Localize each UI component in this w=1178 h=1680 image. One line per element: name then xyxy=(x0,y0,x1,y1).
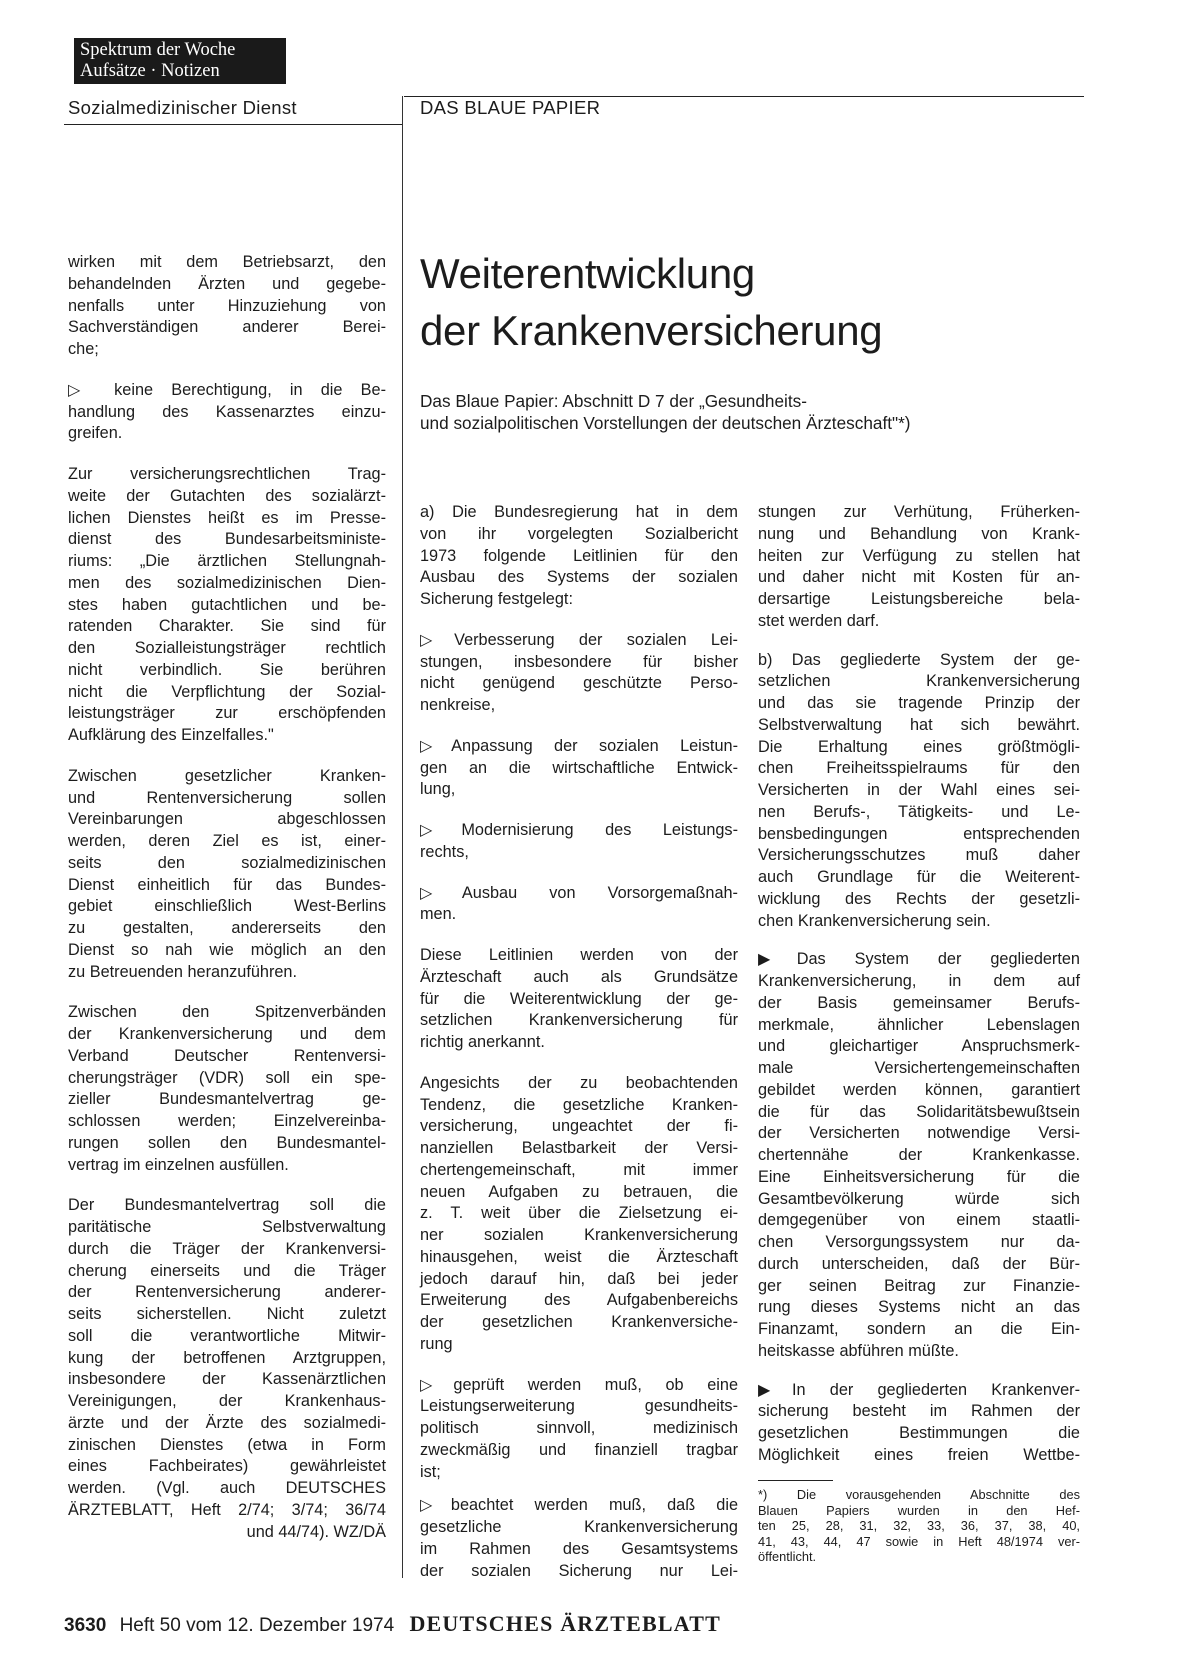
text-line: Vereinbarungen abgeschlossen xyxy=(68,810,386,829)
journal-name: DEUTSCHES ÄRZTEBLATT xyxy=(409,1611,721,1636)
text-line: men. xyxy=(420,905,457,924)
text-column-3 xyxy=(758,502,1080,1486)
article-title xyxy=(420,245,882,359)
text-line: cherungsträger (VDR) soll ein spe- xyxy=(68,1068,386,1087)
article-subtitle xyxy=(420,390,1020,434)
text-line: greifen. xyxy=(68,424,123,443)
text-line: durch die Träger der Krankenversi- xyxy=(68,1239,386,1258)
text-line: stungen zur Verhütung, Früherken- xyxy=(758,503,1080,521)
text-line: wicklung des Rechts der gesetzli- xyxy=(758,889,1080,908)
text-line: gen an die wirtschaftliche Entwick- xyxy=(420,758,738,777)
text-line: Zur versicherungsrechtlichen Trag- xyxy=(68,465,386,483)
text-line: gesetzliche Krankenversicherung xyxy=(420,1518,738,1536)
text-line: eines Fachbeirates) gewährleistet xyxy=(68,1457,386,1476)
page-number: 3630 xyxy=(64,1615,107,1636)
paragraph xyxy=(420,736,738,801)
issue-info: Heft 50 vom 12. Dezember 1974 xyxy=(119,1615,395,1636)
text-line: 1973 folgende Leitlinien für den xyxy=(420,546,738,565)
text-line: handlung des Kassenarztes einzu- xyxy=(68,402,386,421)
text-line: hinausgehen, weist die Ärzteschaft xyxy=(420,1247,738,1266)
text-line: nanziellen Belastbarkeit der Versi- xyxy=(420,1139,738,1157)
text-line: Dienst einheitlich für das Bundes- xyxy=(68,875,386,894)
text-line: Das System der gegliederten xyxy=(796,950,1080,969)
paragraph xyxy=(420,1495,738,1582)
paragraph xyxy=(758,949,1080,1362)
text-line: für die Weiterentwicklung der ge- xyxy=(420,989,738,1008)
text-line: rechts, xyxy=(420,842,469,861)
text-line: paritätische Selbstverwaltung xyxy=(68,1218,386,1236)
text-line: Leistungserweiterung gesundheits- xyxy=(420,1397,738,1416)
text-line: und daher nicht mit Kosten für an- xyxy=(758,568,1080,587)
text-line: nen Berufs-, Tätigkeits- und Le- xyxy=(758,802,1080,821)
text-column-1 xyxy=(68,252,386,1562)
text-line: politisch sinnvoll, medizinisch xyxy=(420,1419,738,1437)
text-line: Die Erhaltung eines größtmögli- xyxy=(758,737,1080,756)
text-line: Sicherung festgelegt: xyxy=(420,590,573,608)
text-line: z. T. weit über die Zielsetzung ei- xyxy=(420,1204,738,1223)
footnote-line: *) Die vorausgehenden Abschnitte des xyxy=(758,1487,1080,1502)
text-line: gebildet werden können, garantiert xyxy=(758,1080,1080,1099)
text-line: soll die verantwortliche Mitwir- xyxy=(68,1326,386,1345)
text-line: zinischen Dienstes (etwa in Form xyxy=(68,1435,386,1454)
text-line: merkmale, ähnlicher Lebenslagen xyxy=(758,1015,1080,1034)
text-line: dersartige Leistungsbereiche bela- xyxy=(758,590,1080,608)
text-line: Tendenz, die gesetzliche Kranken- xyxy=(420,1095,738,1114)
subtitle-line-1: Das Blaue Papier: Abschnitt D 7 der „Gesundheits- xyxy=(420,391,807,411)
outline-triangle-icon: ▷ xyxy=(420,1376,452,1394)
text-line: In der gegliederten Krankenver- xyxy=(791,1380,1080,1399)
text-line: Ärzteschaft auch als Grundsätze xyxy=(420,967,738,986)
header-rule-left xyxy=(64,124,402,125)
text-line: wirken mit dem Betriebsarzt, den xyxy=(68,253,386,271)
paragraph xyxy=(68,464,386,747)
footnote-line: öffentlicht. xyxy=(758,1549,817,1564)
text-line: stet werden darf. xyxy=(758,611,880,630)
text-line: und Rentenversicherung sollen xyxy=(68,788,386,807)
paragraph xyxy=(68,1002,386,1176)
text-line: chertennähe der Krankenkasse. xyxy=(758,1146,1080,1164)
text-line: ist; xyxy=(420,1462,441,1481)
outline-triangle-icon: ▷ xyxy=(68,381,94,399)
footnote-line: ten 25, 28, 31, 32, 33, 36, 37, 38, 40, xyxy=(758,1518,1080,1533)
text-line: lichen Dienstes heißt es im Presse- xyxy=(68,508,386,527)
text-line: Gesamtbevölkerung würde sich xyxy=(758,1189,1080,1208)
text-line: insbesondere der Kassenärztlichen xyxy=(68,1370,386,1389)
text-line: chen Freiheitsspielraums für den xyxy=(758,759,1080,778)
text-line: Sachverständigen anderer Berei- xyxy=(68,318,386,337)
paragraph xyxy=(420,1375,738,1484)
text-line: seits den sozialmedizinischen xyxy=(68,853,386,872)
paragraph xyxy=(758,1380,1080,1467)
text-line: riums: „Die ärztlichen Stellungnah- xyxy=(68,552,386,570)
text-line: Modernisierung des Leistungs- xyxy=(461,821,738,839)
text-line: der Krankenversicherung und dem xyxy=(68,1025,386,1043)
text-line: werden. (Vgl. auch DEUTSCHES xyxy=(68,1479,386,1497)
text-line: richtig anerkannt. xyxy=(420,1033,545,1051)
text-line: Der Bundesmantelvertrag soll die xyxy=(68,1196,386,1215)
text-line: Versicherungsschutzes muß daher xyxy=(758,846,1080,865)
text-line: men des sozialmedizinischen Dien- xyxy=(68,573,386,592)
outline-triangle-icon: ▷ xyxy=(420,737,450,755)
text-line: und 44/74). WZ/DÄ xyxy=(246,1522,386,1541)
text-line: rung xyxy=(420,1334,453,1353)
text-line: von ihr vorgelegten Sozialbericht xyxy=(420,524,738,543)
text-line: der Versicherten notwendige Versi- xyxy=(758,1124,1080,1143)
text-line: Eine Einheitsversicherung für die xyxy=(758,1167,1080,1186)
text-line: chen Versorgungssystem nur da- xyxy=(758,1233,1080,1251)
text-line: geprüft werden muß, ob eine xyxy=(453,1375,738,1394)
text-line: Finanzamt, sondern an die Ein- xyxy=(758,1320,1080,1338)
header-rule-right xyxy=(404,96,1084,97)
text-line: cherung einerseits und die Träger xyxy=(68,1261,386,1280)
paragraph xyxy=(758,650,1080,933)
text-line: der Rentenversicherung anderer- xyxy=(68,1283,386,1302)
text-line: ger seinen Beitrag zur Finanzie- xyxy=(758,1276,1080,1295)
text-line: Ausbau von Vorsorgemaßnah- xyxy=(461,883,738,902)
text-line: nung und Behandlung von Krank- xyxy=(758,524,1080,543)
paragraph xyxy=(68,380,386,445)
text-line: nicht genügend geschützte Perso- xyxy=(420,674,738,693)
text-line: gesetzlichen Bestimmungen die xyxy=(758,1424,1080,1442)
badge-line-1: Spektrum der Woche xyxy=(80,40,236,60)
footnote-rule xyxy=(758,1480,833,1481)
text-line: Ausbau des Systems der sozialen xyxy=(420,568,738,587)
paragraph xyxy=(420,945,738,1054)
paragraph xyxy=(420,502,738,611)
filled-triangle-icon: ▶ xyxy=(758,951,795,969)
paragraph xyxy=(420,1073,738,1356)
paragraph xyxy=(420,820,738,864)
header-right-label: DAS BLAUE PAPIER xyxy=(420,97,601,118)
footnote-line: Blauen Papiers wurden in den Hef- xyxy=(758,1502,1080,1518)
paragraph xyxy=(758,502,1080,633)
text-line: und gleichartiger Anspruchsmerk- xyxy=(758,1037,1080,1056)
text-line: seits sicherstellen. Nicht zuletzt xyxy=(68,1305,386,1323)
page-footer xyxy=(64,1611,721,1637)
text-line: vertrag im einzelnen ausfüllen. xyxy=(68,1155,289,1174)
text-line: kung der betroffenen Arztgruppen, xyxy=(68,1348,386,1367)
text-line: che; xyxy=(68,340,99,358)
title-line-2: der Krankenversicherung xyxy=(420,307,883,354)
section-badge xyxy=(74,38,286,84)
text-line: zweckmäßig und finanziell tragbar xyxy=(420,1440,738,1459)
footnote xyxy=(758,1487,1080,1565)
outline-triangle-icon: ▷ xyxy=(420,1497,449,1515)
text-line: Angesichts der zu beobachtenden xyxy=(420,1073,738,1092)
text-line: Zwischen gesetzlicher Kranken- xyxy=(68,766,386,785)
text-line: chertengemeinschaft, mit immer xyxy=(420,1160,738,1179)
text-line: der gesetzlichen Krankenversiche- xyxy=(420,1313,738,1331)
text-line: die für das Solidaritätsbewußtsein xyxy=(758,1102,1080,1121)
paragraph xyxy=(68,252,386,361)
text-line: zu Betreuenden heranzuführen. xyxy=(68,962,298,981)
text-line: den Sozialleistungsträger rechtlich xyxy=(68,639,386,657)
header-left-label: Sozialmedizinischer Dienst xyxy=(68,97,297,118)
text-line: schlossen werden; Einzelvereinba- xyxy=(68,1112,386,1130)
text-line: setzlichen Krankenversicherung xyxy=(758,672,1080,691)
text-line: Zwischen den Spitzenverbänden xyxy=(68,1003,386,1022)
text-line: Krankenversicherung, in dem auf xyxy=(758,972,1080,990)
text-line: der Basis gemeinsamer Berufs- xyxy=(758,993,1080,1012)
text-line: neuen Aufgaben zu betrauen, die xyxy=(420,1182,738,1201)
text-line: setzlichen Krankenversicherung für xyxy=(420,1011,738,1030)
text-line: ratenden Charakter. Sie sind für xyxy=(68,617,386,636)
subtitle-line-2: und sozialpolitischen Vorstellungen der deutschen Ärzteschaft"*) xyxy=(420,413,911,433)
text-line: Vereinigungen, der Krankenhaus- xyxy=(68,1392,386,1410)
text-line: chen Krankenversicherung sein. xyxy=(758,911,991,930)
badge-line-2: Aufsätze · Notizen xyxy=(80,61,220,81)
text-line: Verband Deutscher Rentenversi- xyxy=(68,1046,386,1065)
text-line: behandelnden Ärzten und gegebe- xyxy=(68,274,386,293)
outline-triangle-icon: ▷ xyxy=(420,884,460,902)
text-line: heitskasse abführen müßte. xyxy=(758,1341,959,1360)
text-line: weite der Gutachten des sozialärzt- xyxy=(68,486,386,505)
text-line: Aufklärung des Einzelfalles." xyxy=(68,726,274,744)
outline-triangle-icon: ▷ xyxy=(420,631,453,649)
text-line: rungen sollen den Bundesmantel- xyxy=(68,1133,386,1152)
text-line: keine Berechtigung, in die Be- xyxy=(114,380,386,399)
paragraph xyxy=(420,883,738,927)
text-line: demgegenüber von einem staatli- xyxy=(758,1211,1080,1230)
text-line: bensbedingungen entsprechenden xyxy=(758,824,1080,843)
text-line: Diese Leitlinien werden von der xyxy=(420,946,738,964)
text-line: dienst des Bundesarbeitsministe- xyxy=(68,530,386,549)
text-line: lung, xyxy=(420,780,456,799)
paragraph xyxy=(420,630,738,717)
text-line: Anpassung der sozialen Leistun- xyxy=(451,736,738,755)
text-line: b) Das gegliederte System der ge- xyxy=(758,650,1080,669)
column-divider xyxy=(402,96,403,1578)
text-line: Möglichkeit eines freien Wettbe- xyxy=(758,1445,1080,1464)
text-line: heiten zur Verfügung zu stellen hat xyxy=(758,546,1080,565)
text-line: nenfalls unter Hinzuziehung von xyxy=(68,296,386,315)
text-column-2 xyxy=(420,502,738,1601)
text-line: leistungsträger zur erschöpfenden xyxy=(68,704,386,723)
text-line: Erweiterung des Aufgabenbereichs xyxy=(420,1291,738,1310)
paragraph xyxy=(68,1195,386,1543)
text-line: auch Grundlage für die Weiterent- xyxy=(758,868,1080,886)
text-line: und das sie tragende Prinzip der xyxy=(758,694,1080,712)
outline-triangle-icon: ▷ xyxy=(420,822,460,839)
text-line: a) Die Bundesregierung hat in dem xyxy=(420,503,738,521)
text-line: beachtet werden muß, daß die xyxy=(450,1496,739,1515)
text-line: ner sozialen Krankenversicherung xyxy=(420,1226,738,1244)
text-line: ärzte und der Ärzte des sozialmedi- xyxy=(68,1413,386,1432)
text-line: rung dieses Systems nicht an das xyxy=(758,1298,1080,1317)
text-line: ÄRZTEBLATT, Heft 2/74; 3/74; 36/74 xyxy=(68,1500,386,1519)
text-line: Versicherten in der Wahl eines sei- xyxy=(758,781,1080,799)
text-line: nicht die Verpflichtung der Sozial- xyxy=(68,682,386,701)
text-line: Selbstverwaltung hat sich bewährt. xyxy=(758,715,1080,734)
text-line: nenkreise, xyxy=(420,696,496,714)
text-line: nicht verbindlich. Sie berühren xyxy=(68,660,386,679)
text-line: male Versichertengemeinschaften xyxy=(758,1059,1080,1077)
text-line: Verbesserung der sozialen Lei- xyxy=(454,630,738,649)
text-line: durch unterscheiden, daß der Bür- xyxy=(758,1254,1080,1273)
text-line: sicherung besteht im Rahmen der xyxy=(758,1402,1080,1421)
title-line-1: Weiterentwicklung xyxy=(420,250,755,297)
text-line: stes haben gutachtlichen und be- xyxy=(68,595,386,614)
text-line: der sozialen Sicherung nur Lei- xyxy=(420,1561,738,1580)
text-line: zieller Bundesmantelvertrag ge- xyxy=(68,1090,386,1109)
text-line: versicherung, ungeachtet der fi- xyxy=(420,1117,738,1136)
text-line: stungen, insbesondere für bisher xyxy=(420,652,738,671)
text-line: jedoch darauf hin, daß bei jeder xyxy=(420,1269,738,1288)
text-line: im Rahmen des Gesamtsystems xyxy=(420,1539,738,1558)
text-line: Dienst so nah wie möglich an den xyxy=(68,940,386,959)
text-line: gebiet einschließlich West-Berlins xyxy=(68,897,386,916)
footnote-line: 41, 43, 44, 47 sowie in Heft 48/1974 ver- xyxy=(758,1533,1080,1549)
paragraph xyxy=(68,766,386,984)
text-line: zu gestalten, andererseits den xyxy=(68,919,386,937)
filled-triangle-icon: ▶ xyxy=(758,1381,790,1399)
text-line: werden, deren Ziel es ist, einer- xyxy=(68,832,386,850)
